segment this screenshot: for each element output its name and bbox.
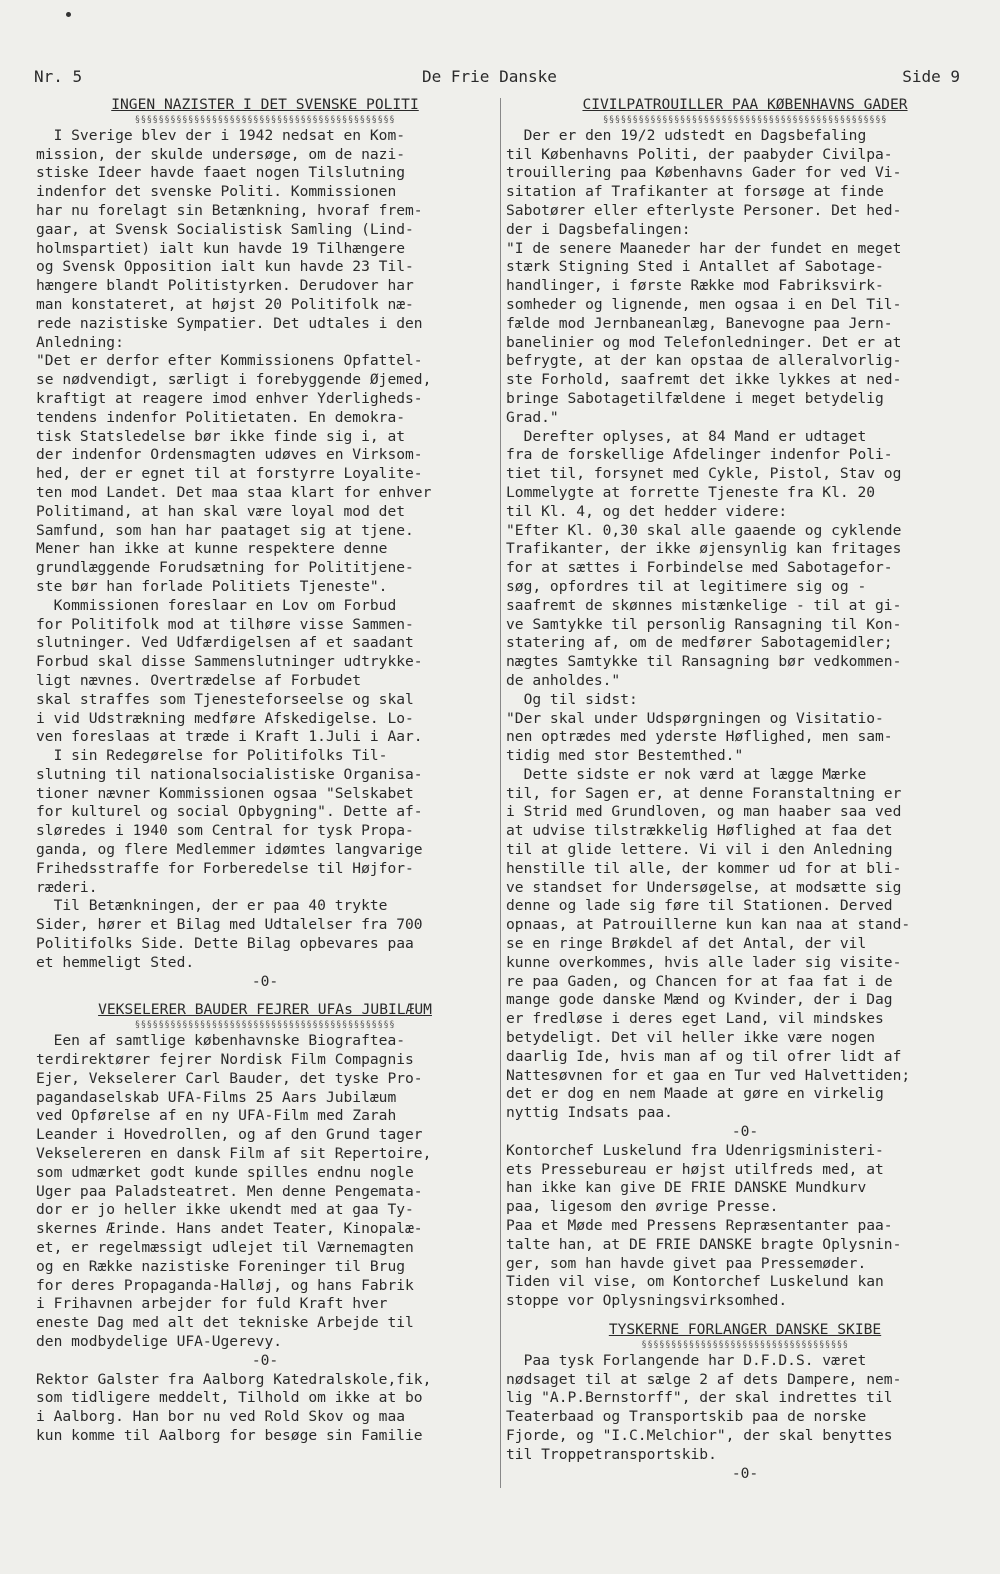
article-separator: -0-	[251, 1351, 279, 1369]
article-paragraph: Kontorchef Luskelund fra Udenrigsministeri- ets Pressebureau er højst utilfreds med, at han ikke kan give DE FRIE DANSKE Mundkurv paa, ligesom den øvrige Presse. Paa et Møde med Pressens Repræsentanter paa- talte han, at DE FRIE DANSKE bragte Oplysnin- ger, som han havde givet paa Pressemøder. Tiden vil vise, om Kontorchef Luskelund kan stoppe vor Oplysningsvirksomhed.	[506, 1141, 902, 1310]
paper-title: De Frie Danske	[422, 67, 557, 86]
title-ornament: §§§§§§§§§§§§§§§§§§§§§§§§§§§§§§§§§§§§§§§§§§§§	[134, 1020, 396, 1031]
article-paragraph: Paa tysk Forlangende har D.F.D.S. været nødsaget til at sælge 2 af dets Dampere, nem- lig "A.P.Bernstorff", der skal indrettes til Teaterbaad og Transportskib paa de norske Fjorde, og "I.C.Melchior", der skal benyttes til Troppetransportskib.	[506, 1351, 902, 1463]
article-paragraph: I sin Redegørelse for Politifolks Til- slutning til nationalsocialistiske Organisa- tioner nævner Kommissionen ogsaa "Selskabet for kulturel og social Opbygning". Dette af- sløredes i 1940 som Central for tysk Propa- ganda, og flere Medlemmer idømtes langvarige Frihedsstraffe for Forberedelse til Højfor- ræderi.	[36, 747, 423, 896]
article-paragraph: Kommissionen foreslaar en Lov om Forbud for Politifolk mod at tilhøre visse Sammen- slutninger. Ved Udfærdigelsen af et saadant Forbud skal disse Sammenslutninger udtrykke- ligt nævnes. Overtrædelse af Forbudet skal straffes som Tjenesteforseelse og skal i vid Udstrækning medføre Afskedigelse. Lo- ven foreslaas at træde i Kraft 1.Juli i Aar.	[36, 596, 423, 746]
article-paragraph: Derefter oplyses, at 84 Mand er udtaget fra de forskellige Afdelinger indenfor Poli- tiet til, forsynet med Cykle, Pistol, Stav og Lommelygte at forrette Tjeneste fra Kl. 20 til Kl. 4, og det hedder videre:	[506, 427, 902, 520]
article-paragraph: Og til sidst:	[506, 690, 638, 708]
article-title: TYSKERNE FORLANGER DANSKE SKIBE	[608, 1321, 882, 1338]
article-separator: -0-	[731, 1123, 759, 1141]
issue-number: Nr. 5	[34, 67, 83, 86]
title-ornament: §§§§§§§§§§§§§§§§§§§§§§§§§§§§§§§§§§§§§§§§§§§§§§§§	[602, 114, 888, 125]
column-divider	[500, 98, 501, 1488]
left-column	[36, 96, 494, 1446]
article-separator: -0-	[251, 972, 279, 990]
article-paragraph: "Det er derfor efter Kommissionens Opfattel- se nødvendigt, særligt i forebyggende Øjemed, kraftigt at reagere imod enhver Yderligheds- tendens indenfor Politietaten. En demokra- tisk Statsledelse bør ikke finde sig i, at der indenfor Ordensmagten udøves en Virksom- hed, der er egnet til at forstyrre Loyalite- ten mod Landet. Det maa staa klart for enhver Politimand, at han skal være loyal mod det Samfund, som han har paataget sig at tjene. Mener han ikke at kunne respektere denne grundlæggende Forudsætning for Polititjene- ste bør han forlade Politiets Tjeneste".	[36, 352, 432, 595]
article-paragraph: Der er den 19/2 udstedt en Dagsbefaling til Københavns Politi, der paabyder Civilpa- trouillering paa Københavns Gader for ved Vi- sitation af Trafikanter at forsøge at finde Sabotører eller efterlyste Personer. Det hed- der i Dagsbefalingen:	[506, 126, 902, 238]
article-paragraph: "Efter Kl. 0,30 skal alle gaaende og cyklende Trafikanter, der ikke øjensynlig kan fritages for at sættes i Forbindelse med Sabotagefor- søg, opfordres til at legitimere sig og - saafremt de skønnes mistænkelige - til at gi- ve Samtykke til personlig Ransagning til Kon- statering af, om de medfører Sabotagemidler; nægtes Samtykke til Ransagning bør vedkommen- de anholdes."	[506, 521, 902, 689]
article-title: INGEN NAZISTER I DET SVENSKE POLITI	[111, 96, 419, 113]
right-column	[506, 96, 984, 1483]
article-title: VEKSELERER BAUDER FEJRER UFAs JUBILÆUM	[98, 1001, 432, 1019]
article-title: CIVILPATROUILLER PAA KØBENHAVNS GADER	[582, 96, 908, 113]
article-paragraph: Til Betænkningen, der er paa 40 trykte Sider, hører et Bilag med Udtalelser fra 700 Politifolks Side. Dette Bilag opbevares paa et hemmeligt Sted.	[36, 897, 423, 971]
article-paragraph: Een af samtlige københavnske Biografteа- terdirektører fejrer Nordisk Film Compagnis Ejer, Vekselerer Carl Bauder, det tyske Pro- pagandaselskab UFA-Films 25 Aars Jubilæum ved Opførelse af en ny UFA-Film med Zarah Leander i Hovedrollen, og af den Grund tager Vekselereren en dansk Film af sit Repertoire, som udmærket godt kunde spilles endnu nogle Uger paa Paladsteatret. Men denne Pengemata- dor er jo heller ikke ukendt med at gaa Ty- skernes Ærinde. Hans andet Teater, Kinopalæ- et, er regelmæssigt udlejet til Værnemagten og en Række nazistiske Foreninger til Brug for deres Propaganda-Halløj, og hans Fabrik i Frihavnen arbejder for fuld Kraft hver eneste Dag med alt det tekniske Arbejde til den modbydelige UFA-Ugerevy.	[36, 1032, 432, 1350]
page-header	[34, 67, 960, 87]
title-ornament: §§§§§§§§§§§§§§§§§§§§§§§§§§§§§§§§§§§§§§§§§§§§	[134, 114, 396, 125]
article-paragraph: Dette sidste er nok værd at lægge Mærke til, for Sagen er, at denne Foranstaltning er i Strid med Grundloven, og man haaber saa ved at udvise tilstrækkelig Høflighed at faa det til at glide lettere. Vi vil i den Anledning henstille til alle, der kommer ud for at bli- ve standset for Undersøgelse, at modsætte sig denne og lade sig føre til Stationen. Derved opnaas, at Patrouillerne kun kan naa at stand- se en ringe Brøkdel af det Antal, der vil kunne overkommes, hvis alle lader sig visite- re paa Gaden, og Chancen for at faa fat i de mange gode danske Mænd og Kvinder, der i Dag er fredløse i deres eget Land, vil mindskes betydeligt. Det vil heller ikke være nogen daarlig Ide, hvis man af og til ofrer lidt af Nattesøvnen for et gaa en Tur ved Halvettiden; det er dog en nem Maade at gøre en virkelig nyttig Indsats paa.	[506, 765, 911, 1122]
article-paragraph: "Der skal under Udspørgningen og Visitatio- nen optrædes med yderste Høflighed, men sam- tidig med stor Bestemthed."	[506, 709, 893, 765]
article-paragraph: Rektor Galster fra Aalborg Katedralskole,fik, som tidligere meddelt, Tilhold om ikke at bo i Aalborg. Han bor nu ved Rold Skov og maa kun komme til Aalborg for besøge sin Familie	[36, 1370, 432, 1444]
title-ornament: §§§§§§§§§§§§§§§§§§§§§§§§§§§§§§§§§§§	[641, 1339, 849, 1350]
page-number: Side 9	[902, 67, 960, 86]
article-paragraph: "I de senere Maaneder har der fundet en meget stærk Stigning Sted i Antallet af Sabotage- handlinger, i første Række mod Fabriksvirk- somheder og lignende, men ogsaa i en Del Til- fælde mod Jernbaneanlæg, Banevogne paa Jern- banelinier og mod Telefonledninger. Det er at befrygte, at der kan opstaa de alleralvorlig- ste Forhold, saafremt det ikke lykkes at ned- bringe Sabotagetilfældene i meget betydelig Grad."	[506, 239, 902, 426]
ink-dot	[66, 12, 71, 17]
article-paragraph: I Sverige blev der i 1942 nedsat en Kom- mission, der skulde undersøge, om de nazi- stiske Ideer havde faaet nogen Tilslutning indenfor det svenske Politi. Kommissionen har nu forelagt sin Betænkning, hvoraf frem- gaar, at Svensk Socialistisk Samling (Lind- holmspartiet) ialt kun havde 19 Tilhængere og Svensk Opposition ialt kun havde 23 Til- hængere blandt Politistyrken. Derudover har man konstateret, at højst 20 Politifolk næ- rede nazistiske Sympatier. Det udtales i den Anledning:	[36, 126, 423, 351]
article-separator: -0-	[731, 1464, 759, 1482]
